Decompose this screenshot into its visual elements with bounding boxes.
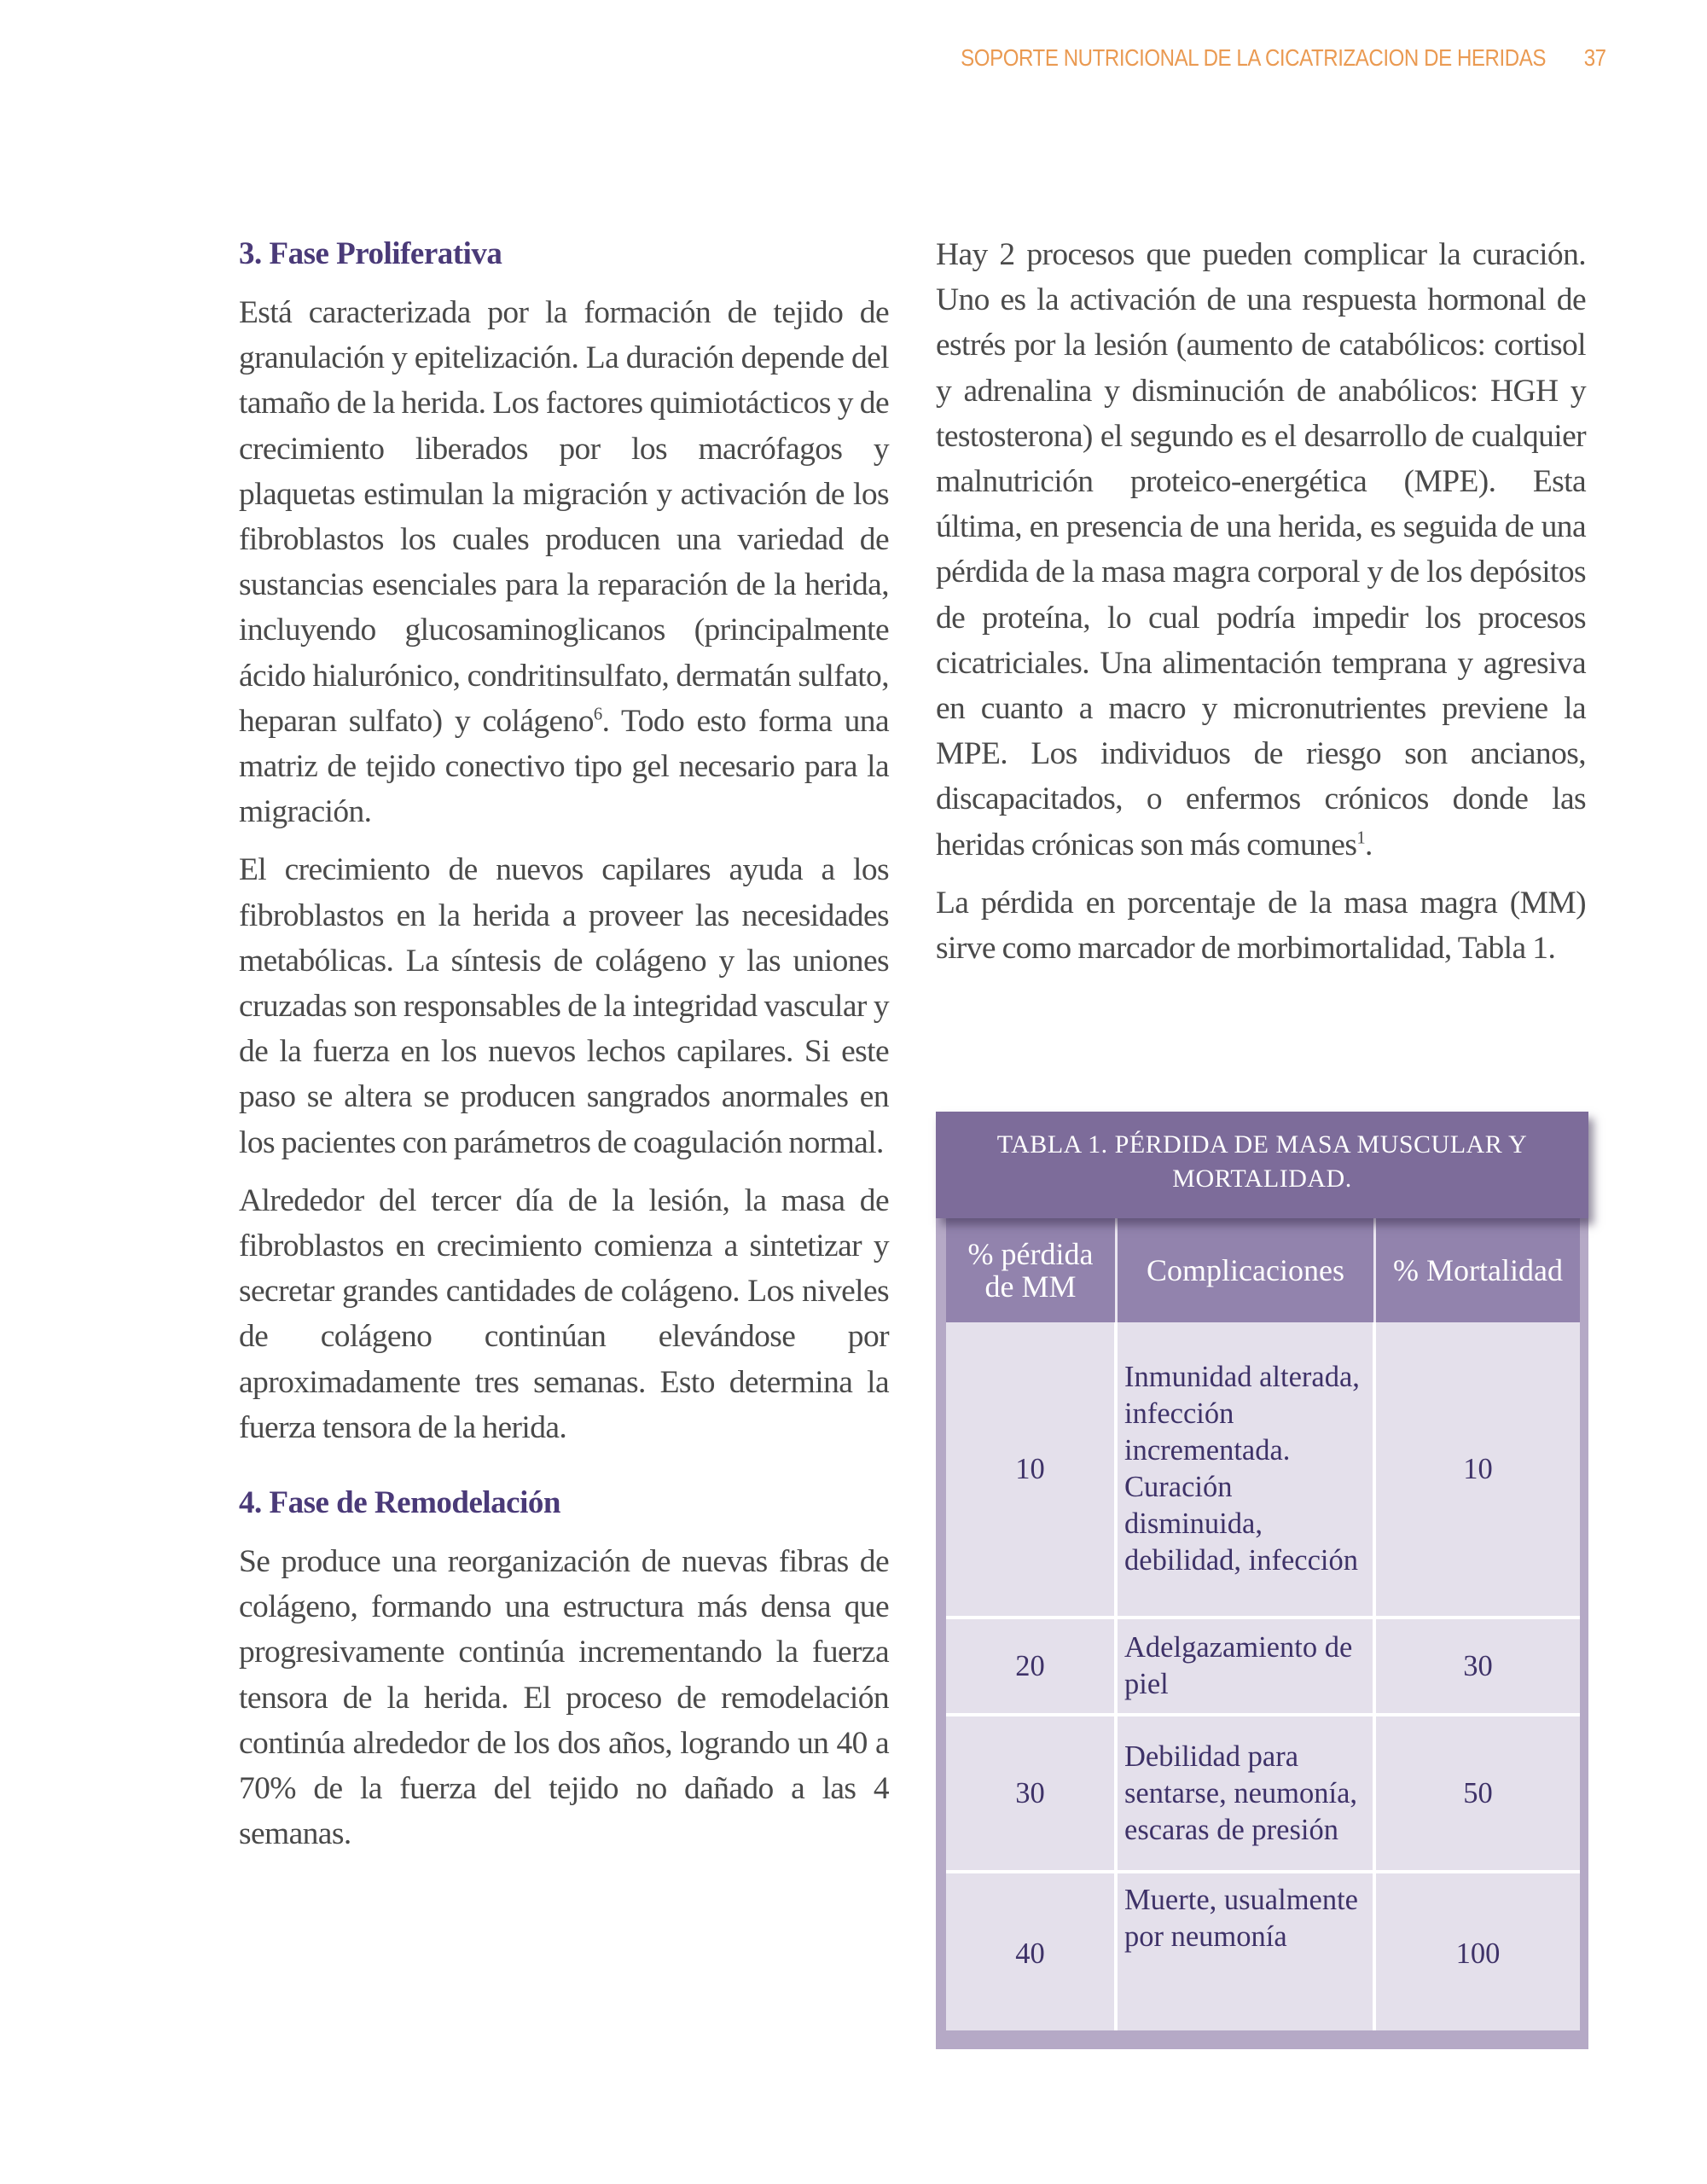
paragraph-text: Hay 2 procesos que pueden complicar la curación. Uno es la activación de una respuesta hormonal de estrés por la lesión (aumento de catabólicos: cortisol y adrenalina y disminución de anabólicos: HGH y testosterona) el segundo es el desarrollo de cualquier malnutrición proteico-energética (MPE). Esta última, en presencia de una herida, es seguida de una pérdida de la masa magra corporal y de los depósitos de proteína, lo cual podría impedir los procesos cicatriciales. Una alimentación temprana y agresiva en cuanto a macro y micronutrientes previene la MPE. Los individuos de riesgo son ancianos, discapacitados, o enfermos crónicos donde las heridas crónicas son más comunes bbox=[936, 237, 1586, 863]
cell-loss: 10 bbox=[946, 1322, 1118, 1619]
table-1 bbox=[936, 1112, 1588, 2049]
paragraph-masa-magra: La pérdida en porcentaje de la masa magra (MM) sirve como marcador de morbimortalidad, Tabla 1. bbox=[936, 885, 1586, 967]
cell-mortality: 100 bbox=[1376, 1873, 1580, 2030]
table-row bbox=[946, 1873, 1580, 2030]
cell-complications: Inmunidad alterada, infección incrementada. Curación disminuida, debilidad, infección bbox=[1118, 1322, 1376, 1619]
page-number: 37 bbox=[1584, 44, 1606, 71]
table-header-row bbox=[946, 1218, 1580, 1322]
cell-loss: 20 bbox=[946, 1619, 1118, 1716]
paragraph-proliferativa-2: El crecimiento de nuevos capilares ayuda a los fibroblastos en la herida a proveer las necesidades metabólicas. La síntesis de colágeno y las uniones cruzadas son responsables de la integridad vascular y de la fuerza en los nuevos lechos capilares. Si este paso se altera se producen sangrados anormales en los pacientes con parámetros de coagulación normal. bbox=[239, 852, 889, 1160]
table-frame bbox=[936, 1218, 1588, 2049]
cell-loss: 30 bbox=[946, 1716, 1118, 1873]
table-row bbox=[946, 1619, 1580, 1716]
paragraph-text: . bbox=[1365, 827, 1373, 863]
cell-complications: Muerte, usualmente por neumonía bbox=[1118, 1873, 1376, 2030]
paragraph-proliferativa-3: Alrededor del tercer día de la lesión, la masa de fibroblastos en crecimiento comienza a sintetizar y secretar grandes cantidades de colágeno. Los niveles de colágeno continúan elevándose por aproximadamente tres semanas. Esto determina la fuerza tensora de la herida. bbox=[239, 1182, 889, 1445]
table-title: TABLA 1. PÉRDIDA DE MASA MUSCULAR Y MORTALIDAD. bbox=[936, 1112, 1588, 1218]
cell-complications: Adelgazamiento de piel bbox=[1118, 1619, 1376, 1716]
table-row bbox=[946, 1322, 1580, 1619]
paragraph-complicaciones bbox=[936, 232, 1586, 868]
right-column bbox=[936, 232, 1586, 984]
paragraph-text: . Todo esto forma una matriz de tejido conectivo tipo gel necesario para la migración. bbox=[239, 703, 890, 830]
column-header-loss: % pérdida de MM bbox=[946, 1218, 1118, 1322]
reference-superscript: 1 bbox=[1356, 828, 1366, 848]
paragraph-remodelacion-1: Se produce una reorganización de nuevas fibras de colágeno, formando una estructura más densa que progresivamente continúa incrementando la fuerza tensora de la herida. El proceso de remodelación continúa alrededor de los dos años, logrando un 40 a 70% de la fuerza del tejido no dañado a las 4 semanas. bbox=[239, 1544, 889, 1852]
paragraph-text: Está caracterizada por la formación de tejido de granulación y epitelización. La duración depende del tamaño de la herida. Los factores quimiotácticos y de crecimiento liberados por los macrófagos y plaquetas estimulan la migración y activación de los fibroblastos los cuales producen una variedad de sustancias esenciales para la reparación de la herida, incluyendo glucosaminoglicanos (principalmente ácido hialurónico, condritinsulfato, dermatán sulfato, heparan sulfato) y colágeno bbox=[239, 295, 889, 739]
column-header-complications: Complicaciones bbox=[1118, 1218, 1376, 1322]
column-header-mortality: % Mortalidad bbox=[1376, 1218, 1580, 1322]
section-heading-remodelacion: 4. Fase de Remodelación bbox=[239, 1485, 560, 1521]
mortality-table bbox=[946, 1218, 1580, 2030]
section-heading-proliferativa: 3. Fase Proliferativa bbox=[239, 236, 502, 271]
cell-complications: Debilidad para sentarse, neumonía, escaras de presión bbox=[1118, 1716, 1376, 1873]
cell-loss: 40 bbox=[946, 1873, 1118, 2030]
cell-mortality: 10 bbox=[1376, 1322, 1580, 1619]
running-header bbox=[961, 44, 1606, 72]
table-row bbox=[946, 1716, 1580, 1873]
left-column bbox=[239, 232, 889, 1870]
running-title: SOPORTE NUTRICIONAL DE LA CICATRIZACION DE HERIDAS bbox=[961, 44, 1547, 71]
reference-superscript: 6 bbox=[593, 705, 602, 724]
paragraph-proliferativa-1 bbox=[239, 290, 889, 834]
cell-mortality: 50 bbox=[1376, 1716, 1580, 1873]
cell-mortality: 30 bbox=[1376, 1619, 1580, 1716]
